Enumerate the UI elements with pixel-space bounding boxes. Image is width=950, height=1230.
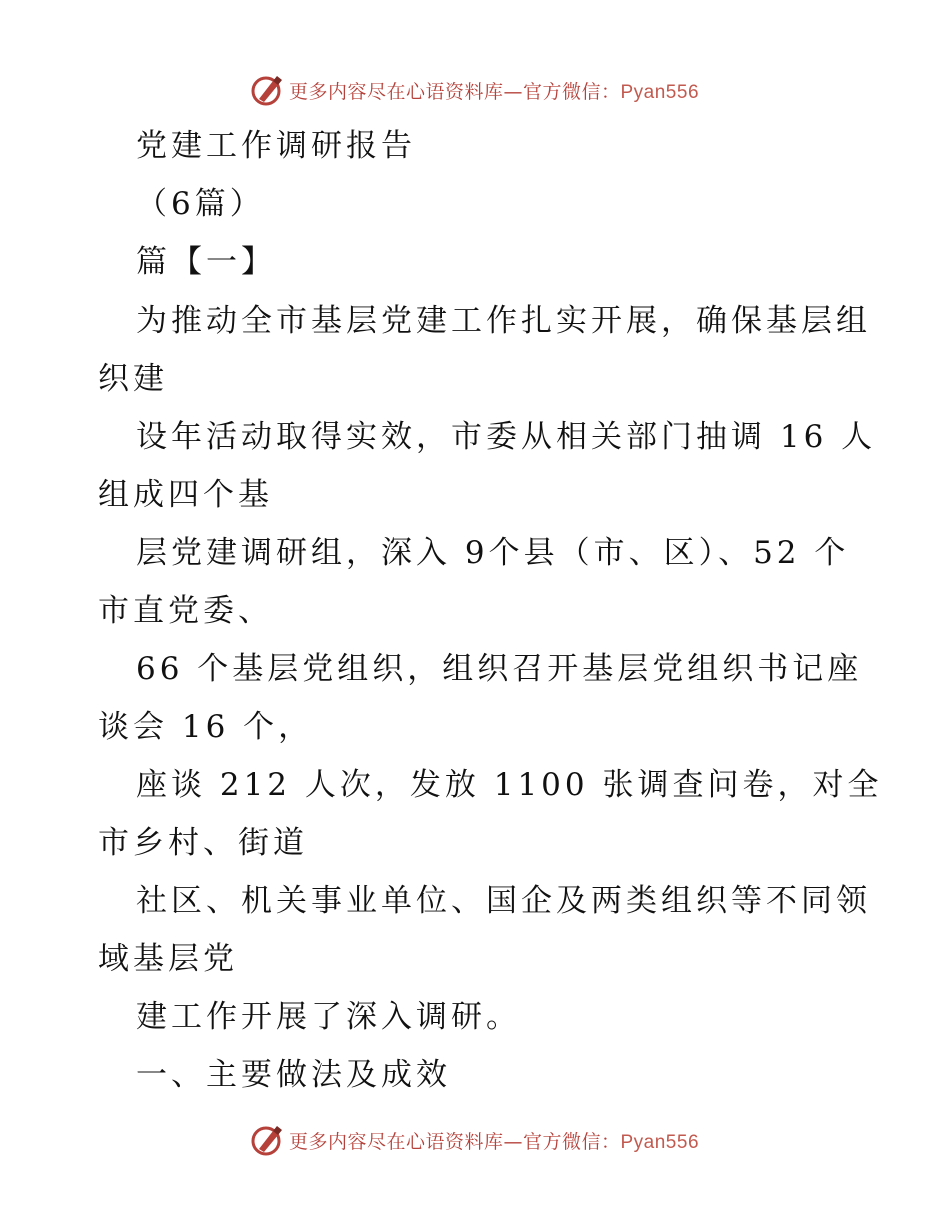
paragraph-line: 为推动全市基层党建工作扎实开展，确保基层组	[136, 303, 871, 339]
paragraph-line: 设年活动取得实效，市委从相关部门抽调 16 人	[136, 419, 877, 455]
watermark-text: 更多内容尽在心语资料库—官方微信：	[288, 80, 621, 103]
watermark-text: 更多内容尽在心语资料库—官方微信：	[288, 1130, 621, 1153]
section-heading-1: 一、主要做法及成效	[136, 1057, 451, 1093]
watermark-banner-bottom	[0, 1120, 950, 1160]
paragraph-line: 社区、机关事业单位、国企及两类组织等不同领	[136, 883, 871, 919]
watermark-handle: Pyan556	[620, 1131, 700, 1153]
document-subtitle: （6篇）	[136, 186, 265, 222]
paragraph-line: 织建	[98, 361, 168, 397]
paragraph-line: 建工作开展了深入调研。	[136, 999, 521, 1035]
watermark-banner-top	[0, 70, 950, 110]
paragraph-line: 66 个基层党组织，组织召开基层党组织书记座	[136, 651, 863, 687]
paragraph-line: 市乡村、街道	[98, 825, 308, 861]
pen-logo-icon	[251, 73, 285, 107]
paragraph-line: 座谈 212 人次，发放 1100 张调查问卷，对全	[136, 767, 883, 803]
paragraph-line: 层党建调研组，深入 9个县（市、区）、52 个	[136, 535, 850, 571]
paragraph-line: 谈会 16 个，	[98, 709, 314, 745]
paragraph-line: 域基层党	[98, 941, 238, 977]
paragraph-line: 组成四个基	[98, 477, 273, 513]
watermark-handle: Pyan556	[620, 81, 700, 103]
paragraph-line: 市直党委、	[98, 593, 273, 629]
section-heading: 篇【一】	[136, 244, 276, 280]
pen-logo-icon	[251, 1123, 285, 1157]
document-title: 党建工作调研报告	[136, 128, 416, 164]
